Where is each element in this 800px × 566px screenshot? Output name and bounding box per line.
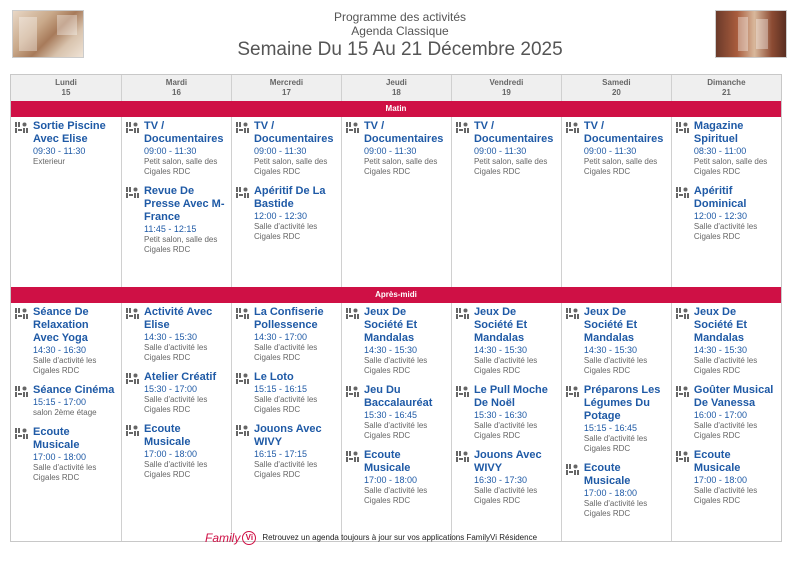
activity-item xyxy=(566,306,667,376)
day-cell xyxy=(451,303,561,541)
activity-time: 09:30 - 11:30 xyxy=(33,146,86,156)
activity-location: Salle d'activité les Cigales RDC xyxy=(253,395,318,414)
activity-location: Salle d'activité les Cigales RDC xyxy=(363,356,428,375)
activity-location: Salle d'activité les Cigales RDC xyxy=(693,356,758,375)
activity-location: Salle d'activité les Cigales RDC xyxy=(583,499,648,518)
day-name: Jeudi xyxy=(385,78,407,87)
day-cell xyxy=(561,117,671,287)
activity-icon xyxy=(236,425,249,436)
footer-text: Retrouvez un agenda toujours à jour sur vos applications FamilyVi Résidence xyxy=(262,533,538,542)
activity-icon xyxy=(566,386,579,397)
activity-icon xyxy=(126,122,139,133)
activity-location: Petit salon, salle des Cigales RDC xyxy=(143,157,218,176)
day-cell xyxy=(671,303,781,541)
activity-icon xyxy=(676,386,689,397)
day-cell xyxy=(121,303,231,541)
activity-title: Magazine Spirituel xyxy=(693,120,744,145)
activity-item xyxy=(236,371,337,415)
day-number: 18 xyxy=(391,88,401,97)
activity-location: Salle d'activité les Cigales RDC xyxy=(33,463,97,482)
activity-item xyxy=(126,371,227,415)
activity-time: 12:00 - 12:30 xyxy=(253,211,308,221)
activity-icon xyxy=(456,451,469,462)
activity-location: Petit salon, salle des Cigales RDC xyxy=(473,157,548,176)
day-header xyxy=(231,75,341,101)
activity-title: La Confiserie Pollessence xyxy=(253,306,324,331)
activity-time: 15:15 - 17:00 xyxy=(33,397,87,407)
activity-time: 16:15 - 17:15 xyxy=(253,449,308,459)
brand-logo-mark: Vi xyxy=(242,531,256,545)
activity-title: Jeux De Société Et Mandalas xyxy=(583,306,638,344)
page-title: Semaine Du 15 Au 21 Décembre 2025 xyxy=(237,39,563,60)
activity-item xyxy=(456,120,557,177)
day-name: Dimanche xyxy=(707,78,746,87)
activity-title: Préparons Les Légumes Du Potage xyxy=(583,384,661,422)
day-name: Samedi xyxy=(602,78,631,87)
activity-title: Revue De Presse Avec M-France xyxy=(143,185,225,223)
activity-title: Ecoute Musicale xyxy=(33,426,80,451)
activity-location: Salle d'activité les Cigales RDC xyxy=(693,486,758,505)
activity-time: 12:00 - 12:30 xyxy=(693,211,747,221)
activity-time: 14:30 - 15:30 xyxy=(363,345,417,355)
activity-time: 09:00 - 11:30 xyxy=(583,146,637,156)
activity-title: Apéritif De La Bastide xyxy=(253,185,326,210)
activity-title: Apéritif Dominical xyxy=(693,185,747,210)
activity-icon xyxy=(566,464,579,475)
activity-icon xyxy=(346,308,359,319)
activity-icon xyxy=(126,373,139,384)
activity-time: 11:45 - 12:15 xyxy=(143,224,197,234)
activity-item xyxy=(456,306,557,376)
activity-title: Séance De Relaxation Avec Yoga xyxy=(33,306,89,344)
activity-icon xyxy=(456,308,469,319)
header-line1: Programme des activités xyxy=(333,10,467,24)
day-cell xyxy=(11,117,121,287)
activity-location: Salle d'activité les Cigales RDC xyxy=(363,486,428,505)
activity-title: Jeux De Société Et Mandalas xyxy=(473,306,528,344)
activity-title: TV / Documentaires xyxy=(363,120,444,145)
activity-title: TV / Documentaires xyxy=(473,120,554,145)
activity-time: 15:30 - 17:00 xyxy=(143,384,198,394)
day-header xyxy=(561,75,671,101)
activity-item xyxy=(15,306,117,376)
activity-location: Salle d'activité les Cigales RDC xyxy=(33,356,97,375)
activity-location: Salle d'activité les Cigales RDC xyxy=(253,460,318,479)
activity-item xyxy=(676,306,777,376)
activity-item xyxy=(566,120,667,177)
activity-time: 09:00 - 11:30 xyxy=(363,146,417,156)
activity-location: Salle d'activité les Cigales RDC xyxy=(693,222,758,241)
day-header-row xyxy=(11,75,781,101)
day-number: 20 xyxy=(611,88,621,97)
activity-title: TV / Documentaires xyxy=(583,120,664,145)
activity-title: Jouons Avec WIVY xyxy=(473,449,542,474)
day-cell xyxy=(671,117,781,287)
activity-location: Petit salon, salle des Cigales RDC xyxy=(363,157,438,176)
activity-item xyxy=(126,120,227,177)
activity-time: 15:30 - 16:30 xyxy=(473,410,527,420)
activity-icon xyxy=(566,308,579,319)
day-header xyxy=(121,75,231,101)
activity-icon xyxy=(456,386,469,397)
activity-time: 17:00 - 18:00 xyxy=(363,475,417,485)
activity-time: 14:30 - 15:30 xyxy=(473,345,527,355)
agenda-grid xyxy=(10,74,782,542)
activity-time: 09:00 - 11:30 xyxy=(143,146,197,156)
activity-item xyxy=(346,306,447,376)
activity-icon xyxy=(126,308,139,319)
day-header xyxy=(671,75,781,101)
morning-row xyxy=(11,117,781,287)
activity-icon xyxy=(676,451,689,462)
activity-location: Salle d'activité les Cigales RDC xyxy=(693,421,758,440)
day-number: 17 xyxy=(282,88,291,97)
activity-item xyxy=(346,384,447,441)
activity-item xyxy=(236,185,337,242)
activity-item xyxy=(126,185,227,255)
activity-item xyxy=(676,185,777,242)
activity-location: Petit salon, salle des Cigales RDC xyxy=(583,157,658,176)
day-cell xyxy=(231,117,341,287)
activity-icon xyxy=(15,308,28,319)
activity-location: Salle d'activité les Cigales RDC xyxy=(363,421,428,440)
activity-location: Salle d'activité les Cigales RDC xyxy=(583,356,648,375)
activity-title: Le Pull Moche De Noël xyxy=(473,384,548,409)
activity-title: Séance Cinéma xyxy=(33,384,115,396)
activity-title: Atelier Créatif xyxy=(143,371,217,383)
activity-time: 15:15 - 16:45 xyxy=(583,423,637,433)
activity-location: salon 2ème étage xyxy=(33,408,97,417)
activity-time: 15:30 - 16:45 xyxy=(363,410,417,420)
activity-location: Exterieur xyxy=(33,157,66,166)
activity-time: 14:30 - 16:30 xyxy=(33,345,87,355)
activity-time: 15:15 - 16:15 xyxy=(253,384,308,394)
activity-icon xyxy=(15,386,28,397)
activity-time: 14:30 - 15:30 xyxy=(143,332,198,342)
activity-item xyxy=(126,306,227,363)
day-cell xyxy=(451,117,561,287)
activity-icon xyxy=(456,122,469,133)
activity-title: Ecoute Musicale xyxy=(693,449,741,474)
activity-location: Salle d'activité les Cigales RDC xyxy=(473,421,538,440)
day-cell xyxy=(341,117,451,287)
activity-location: Salle d'activité les Cigales RDC xyxy=(143,460,208,479)
activity-title: Jeux De Société Et Mandalas xyxy=(363,306,418,344)
activity-title: Activité Avec Elise xyxy=(143,306,213,331)
activity-item xyxy=(15,426,117,483)
activity-location: Salle d'activité les Cigales RDC xyxy=(143,343,208,362)
activity-title: TV / Documentaires xyxy=(253,120,334,145)
activity-location: Petit salon, salle des Cigales RDC xyxy=(143,235,218,254)
activity-time: 17:00 - 18:00 xyxy=(33,452,87,462)
activity-icon xyxy=(346,386,359,397)
activity-time: 09:00 - 11:30 xyxy=(473,146,527,156)
activity-icon xyxy=(566,122,579,133)
activity-title: Jeux De Société Et Mandalas xyxy=(693,306,748,344)
activity-time: 14:30 - 15:30 xyxy=(583,345,637,355)
page-header xyxy=(0,10,800,62)
activity-title: TV / Documentaires xyxy=(143,120,224,145)
activity-location: Salle d'activité les Cigales RDC xyxy=(473,486,538,505)
activity-icon xyxy=(15,428,28,439)
activity-icon xyxy=(15,122,28,133)
activity-item xyxy=(566,462,667,519)
day-header xyxy=(451,75,561,101)
activity-time: 17:00 - 18:00 xyxy=(583,488,637,498)
activity-location: Petit salon, salle des Cigales RDC xyxy=(693,157,768,176)
day-number: 19 xyxy=(501,88,511,97)
activity-title: Ecoute Musicale xyxy=(143,423,191,448)
activity-item xyxy=(15,120,117,167)
activity-icon xyxy=(676,308,689,319)
day-number: 16 xyxy=(172,88,181,97)
day-cell xyxy=(11,303,121,541)
activity-item xyxy=(456,449,557,506)
activity-time: 17:00 - 18:00 xyxy=(143,449,198,459)
activity-time: 14:30 - 17:00 xyxy=(253,332,308,342)
activity-icon xyxy=(676,122,689,133)
activity-item xyxy=(236,423,337,480)
activity-location: Salle d'activité les Cigales RDC xyxy=(253,343,318,362)
activity-item xyxy=(126,423,227,480)
activity-item xyxy=(676,384,777,441)
day-number: 21 xyxy=(721,88,731,97)
activity-location: Salle d'activité les Cigales RDC xyxy=(253,222,318,241)
day-name: Mercredi xyxy=(269,78,304,87)
activity-item xyxy=(346,449,447,506)
activity-icon xyxy=(236,187,249,198)
activity-icon xyxy=(346,451,359,462)
activity-title: Ecoute Musicale xyxy=(363,449,411,474)
activity-icon xyxy=(236,373,249,384)
day-header xyxy=(11,75,121,101)
activity-location: Salle d'activité les Cigales RDC xyxy=(583,434,648,453)
activity-time: 17:00 - 18:00 xyxy=(693,475,747,485)
activity-item xyxy=(566,384,667,454)
header-line2: Agenda Classique xyxy=(351,24,449,38)
footer xyxy=(205,531,537,545)
day-header xyxy=(341,75,451,101)
activity-item xyxy=(676,449,777,506)
day-cell xyxy=(561,303,671,541)
activity-title: Le Loto xyxy=(253,371,294,383)
activity-time: 16:30 - 17:30 xyxy=(473,475,527,485)
activity-title: Ecoute Musicale xyxy=(583,462,631,487)
activity-time: 16:00 - 17:00 xyxy=(693,410,747,420)
day-name: Mardi xyxy=(165,78,188,87)
activity-item xyxy=(236,306,337,363)
activity-location: Petit salon, salle des Cigales RDC xyxy=(253,157,328,176)
section-band-afternoon: Après-midi xyxy=(11,287,781,303)
activity-title: Jeu Du Baccalauréat xyxy=(363,384,433,409)
activity-title: Jouons Avec WIVY xyxy=(253,423,322,448)
afternoon-row xyxy=(11,303,781,541)
activity-item xyxy=(346,120,447,177)
activity-icon xyxy=(126,425,139,436)
activity-icon xyxy=(676,187,689,198)
brand-logo: Family xyxy=(205,531,241,545)
activity-item xyxy=(676,120,777,177)
day-name: Vendredi xyxy=(489,78,524,87)
activity-location: Salle d'activité les Cigales RDC xyxy=(143,395,208,414)
activity-title: Sortie Piscine Avec Elise xyxy=(33,120,106,145)
day-cell xyxy=(231,303,341,541)
activity-item xyxy=(236,120,337,177)
section-band-morning: Matin xyxy=(11,101,781,117)
day-number: 15 xyxy=(61,88,71,97)
activity-time: 14:30 - 15:30 xyxy=(693,345,747,355)
activity-icon xyxy=(236,308,249,319)
day-cell xyxy=(121,117,231,287)
activity-icon xyxy=(346,122,359,133)
activity-icon xyxy=(236,122,249,133)
activity-icon xyxy=(126,187,139,198)
day-cell xyxy=(341,303,451,541)
activity-title: Goûter Musical De Vanessa xyxy=(693,384,774,409)
day-name: Lundi xyxy=(55,78,77,87)
activity-location: Salle d'activité les Cigales RDC xyxy=(473,356,538,375)
activity-time: 08:30 - 11:00 xyxy=(693,146,747,156)
activity-time: 09:00 - 11:30 xyxy=(253,146,307,156)
activity-item xyxy=(456,384,557,441)
activity-item xyxy=(15,384,117,418)
